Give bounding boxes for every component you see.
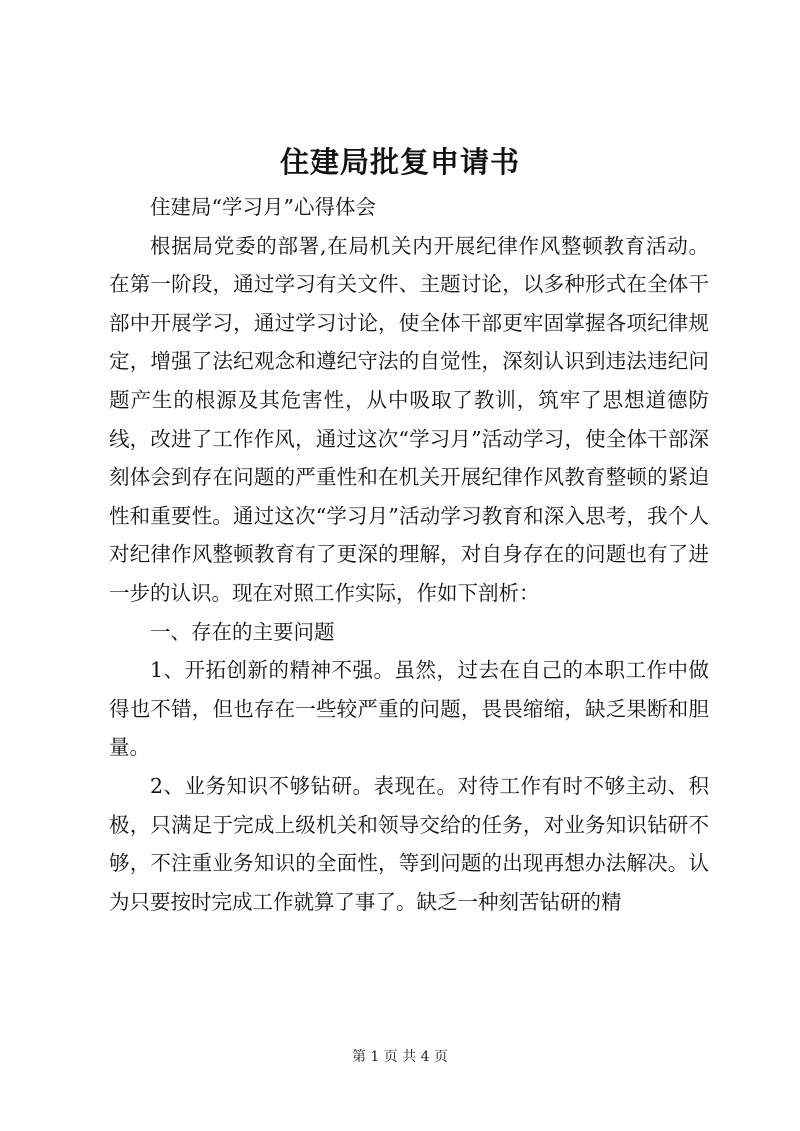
subtitle-paragraph: 住建局“学习月”心得体会 xyxy=(150,195,376,219)
document-body xyxy=(109,188,709,921)
problem-item-1: 1、开拓创新的精神不强。虽然，过去在自己的本职工作中做得也不错，但也存在一些较严重的问题，畏畏缩缩，缺乏果断和胆量。 xyxy=(109,658,709,760)
page-number-footer: 第 1 页 共 4 页 xyxy=(351,1049,449,1065)
document-title: 住建局批复申请书 xyxy=(279,145,520,179)
problem-item-2: 2、业务知识不够钻研。表现在。对待工作有时不够主动、积极，只满足于完成上级机关和领导交给的任务，对业务知识钻研不够，不注重业务知识的全面性，等到问题的出现再想办法解决。认为只要按时完成工作就算了事了。缺乏一种刻苦钻研的精 xyxy=(109,773,709,914)
intro-paragraph: 根据局党委的部署,在局机关内开展纪律作风整顿教育活动。在第一阶段，通过学习有关文件、主题讨论，以多种形式在全体干部中开展学习，通过学习讨论，使全体干部更牢固掌握各项纪律规定，增强了法纪观念和遵纪守法的自觉性，深刻认识到违法违纪问题产生的根源及其危害性，从中吸取了教训，筑牢了思想道德防线，改进了工作作风，通过这次“学习月”活动学习，使全体干部深刻体会到存在问题的严重性和在机关开展纪律作风教育整顿的紧迫性和重要性。通过这次“学习月”活动学习教育和深入思考，我个人对纪律作风整顿教育有了更深的理解，对自身存在的问题也有了进一步的认识。现在对照工作实际，作如下剖析： xyxy=(109,233,709,605)
section-heading-main-problems: 一、存在的主要问题 xyxy=(150,619,335,644)
